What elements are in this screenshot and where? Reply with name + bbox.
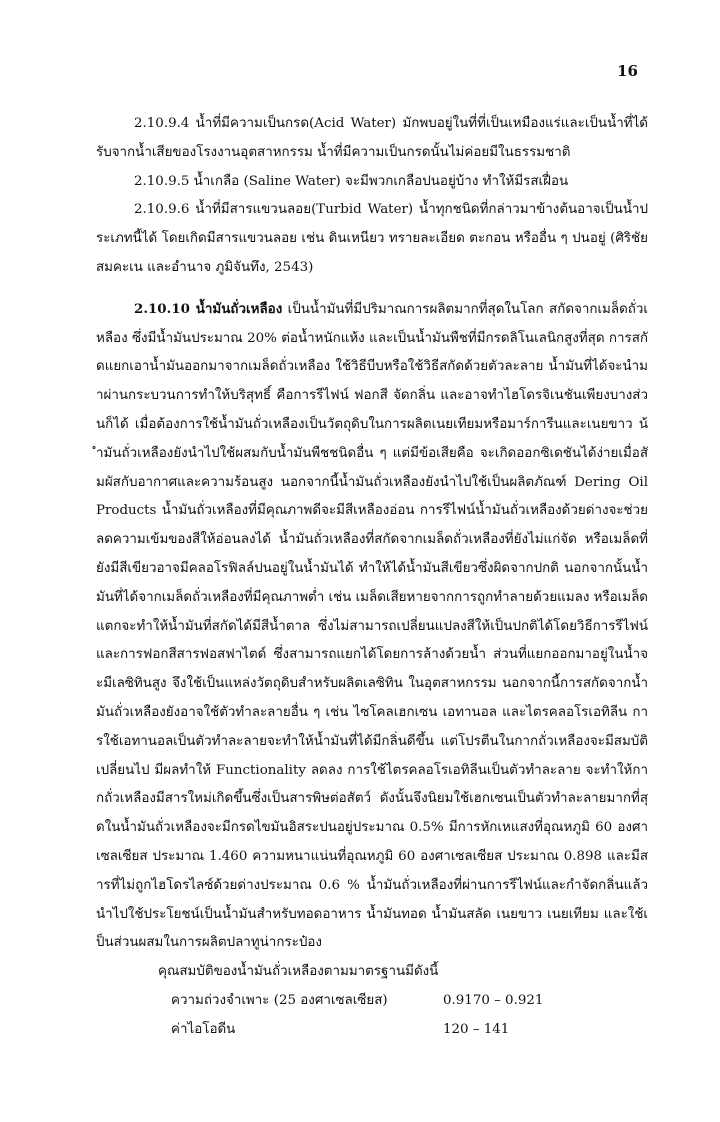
properties-title: คุณสมบัติของน้ำมันถั่วเหลืองตามมาตรฐานมีดังนี้	[158, 964, 439, 980]
property-value: 120 – 141	[443, 1021, 510, 1037]
paragraph-2-10-9-4: 2.10.9.4 น้ำที่มีความเป็นกรด(Acid Water) มักพบอยู่ในที่ที่เป็นเหมืองแร่และเป็นน้ำที่ได้รับจากน้ำเสียของโรงงานอุตสาหกรรม น้ำที่มีความเป็นกรดนั้นไม่ค่อยมีในธรรมชาติ	[96, 116, 648, 160]
section-heading-soybean-oil: 2.10.10 น้ำมันถั่วเหลือง	[134, 300, 283, 317]
document-body	[96, 110, 648, 1045]
property-name: ความถ่วงจำเพาะ (25 องศาเซลเซียส)	[171, 992, 388, 1008]
property-row	[96, 1016, 648, 1045]
property-value: 0.9170 – 0.921	[443, 992, 544, 1008]
property-row	[96, 987, 648, 1016]
property-name: ค่าไอโอดีน	[171, 1021, 236, 1037]
paragraph-2-10-9-6: 2.10.9.6 น้ำที่มีสารแขวนลอย(Turbid Water) น้ำทุกชนิดที่กล่าวมาข้างต้นอาจเป็นน้ำประเภทนี้ได้ โดยเกิดมีสารแขวนลอย เช่น ดินเหนียว ทรายละเอียด ตะกอน หรืออื่น ๆ ปนอยู่ (ศิริชัย สมคะเน และอำนาจ ภูมิจันทึง, 2543)	[96, 202, 648, 275]
section-spacer	[96, 283, 648, 295]
paragraph-2-10-9-5: 2.10.9.5 น้ำเกลือ (Saline Water) จะมีพวกเกลือปนอยู่บ้าง ทำให้มีรสเฝื่อน	[134, 173, 569, 189]
paragraph-soybean-oil	[96, 295, 648, 958]
page-number: 16	[617, 62, 638, 80]
soybean-oil-text: เป็นน้ำมันที่มีปริมาณการผลิตมากที่สุดในโลก สกัดจากเมล็ดถั่วเหลือง ซึ่งมีน้ำมันประมาณ 20% ต่อน้ำหนักแห้ง และเป็นน้ำมันพืชที่มีกรดลิโนเลนิกสูงที่สุด การสกัดแยกเอาน้ำมันออกมาจากเมล็ดถั่วเหลือง ใช้วิธีบีบหรือใช้วิธีสกัดด้วยตัวละลาย น้ำมันที่ได้จะนำมาผ่านกระบวนการทำให้บริสุทธิ์ คือการรีไฟน์ ฟอกสี จัดกลิ่น และอาจทำไฮโดรจิเนชันเพียงบางส่วนก็ได้ เมื่อต้องการใช้น้ำมันถั่วเหลืองเป็นวัตถุดิบในการผลิตเนยเทียมหรือมาร์การีนและเนยขาว น้ำมันถั่วเหลืองยังนำไปใช้ผสมกับน้ำมันพืชชนิดอื่น ๆ แต่มีข้อเสียคือ จะเกิดออกซิเดชันได้ง่ายเมื่อสัมผัสกับอากาศและความร้อนสูง นอกจากนี้น้ำมันถั่วเหลืองยังนำไปใช้เป็นผลิตภัณฑ์ Dering Oil Products น้ำมันถั่วเหลืองที่มีคุณภาพดีจะมีสีเหลืองอ่อน การรีไฟน์น้ำมันถั่วเหลืองด้วยด่างจะช่วยลดความเข้มของสีให้อ่อนลงได้ น้ำมันถั่วเหลืองที่สกัดจากเมล็ดถั่วเหลืองที่ยังไม่แก่จัด หรือเมล็ดที่ยังมีสีเขียวอาจมีคลอโรฟิลล์ปนอยู่ในน้ำมันได้ ทำให้ได้น้ำมันสีเขียวซึ่งผิดจากปกติ นอกจากนั้นน้ำมันที่ได้จากเมล็ดถั่วเหลืองที่มีคุณภาพต่ำ เช่น เมล็ดเสียหายจากการถูกทำลายด้วยแมลง หรือเมล็ดแตกจะทำให้น้ำมันที่สกัดได้มีสีน้ำตาล ซึ่งไม่สามารถเปลี่ยนแปลงสีให้เป็นปกติได้โดยวิธีการรีไฟน์และการฟอกสีสารฟอสฟาไตด์ ซึ่งสามารถแยกได้โดยการล้างด้วยน้ำ ส่วนที่แยกออกมาอยู่ในน้ำจะมีเลซิทินสูง จึงใช้เป็นแหล่งวัตถุดิบสำหรับผลิตเลซิทิน ในอุตสาหกรรม นอกจากนี้การสกัดจากน้ำมันถั่วเหลืองยังอาจใช้ตัวทำละลายอื่น ๆ เช่น ไซโคลเฮกเซน เอทานอล และไตรคลอโรเอทิลีน การใช้เอทานอลเป็นตัวทำละลายจะทำให้น้ำมันที่ได้มีกลิ่นดีขึ้น แต่โปรตีนในกากถั่วเหลืองจะมีสมบัติเปลี่ยนไป มีผลทำให้ Functionality ลดลง การใช้ไตรคลอโรเอทิลีนเป็นตัวทำละลาย จะทำให้กากถั่วเหลืองมีสารใหม่เกิดขึ้นซึ่งเป็นสารพิษต่อสัตว์ ดังนั้นจึงนิยมใช้เฮกเซนเป็นตัวทำละลายมากที่สุดในน้ำมันถั่วเหลืองจะมีกรดไขมันอิสระปนอยู่ประมาณ 0.5% มีการหักเหแสงที่อุณหภูมิ 60 องศาเซลเซียส ประมาณ 1.460 ความหนาแน่นที่อุณหภูมิ 60 องศาเซลเซียส ประมาณ 0.898 และมีสารที่ไม่ถูกไฮโดรไลซ์ด้วยด่างประมาณ 0.6 % น้ำมันถั่วเหลืองที่ผ่านการรีไฟน์และกำจัดกลิ่นแล้วนำไปใช้ประโยชน์เป็นน้ำมันสำหรับทอดอาหาร น้ำมันทอด น้ำมันสลัด เนยขาว เนยเทียม และใช้เป็นส่วนผสมในการผลิตปลาทูน่ากระป๋อง	[96, 301, 648, 951]
